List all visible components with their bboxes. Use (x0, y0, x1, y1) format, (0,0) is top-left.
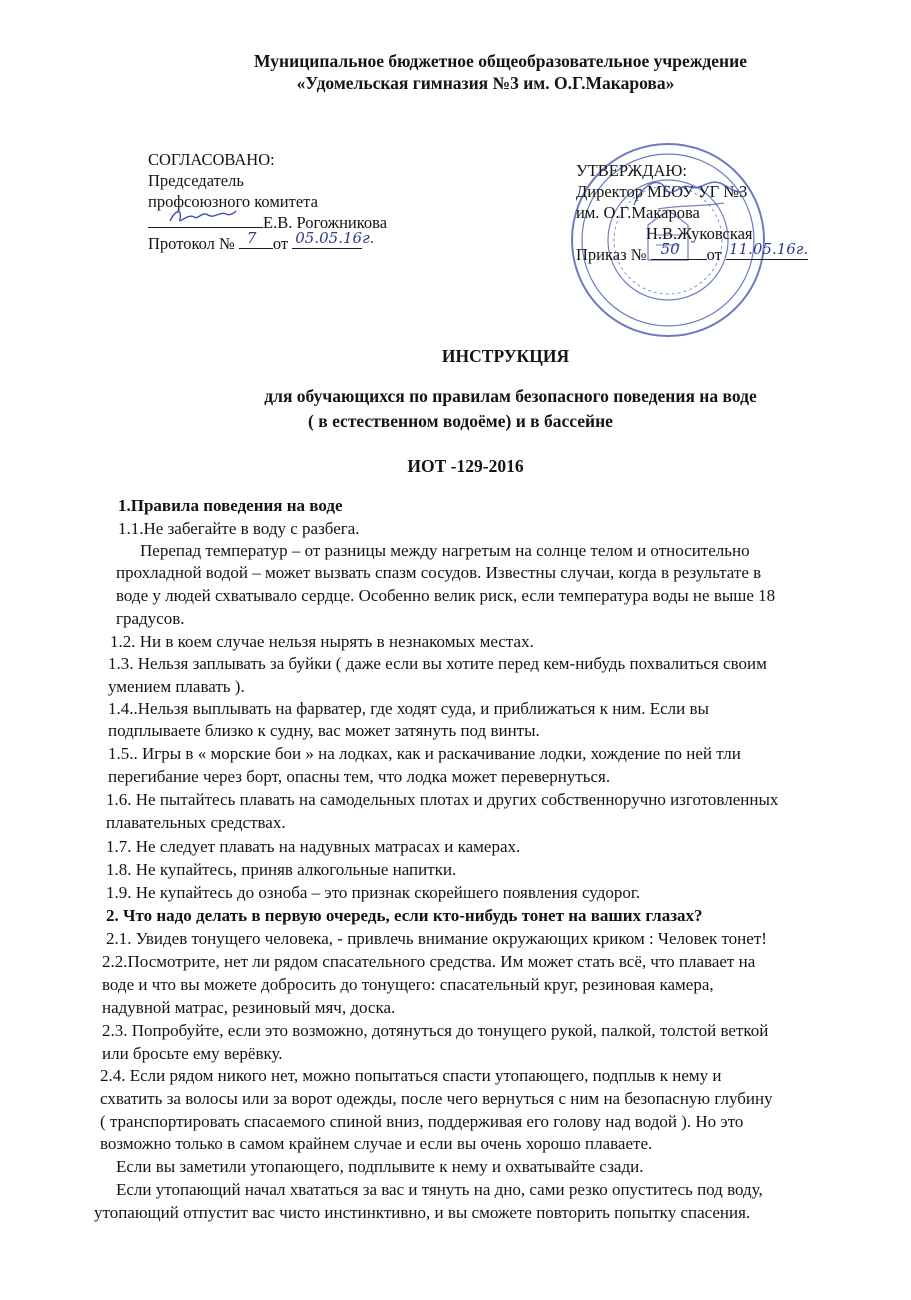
body-line: 1.9. Не купайтесь до озноба – это признак скорейшего появления судорог. (106, 883, 641, 902)
agreed-protocol-line (148, 229, 438, 255)
order-from-label: от (706, 245, 722, 264)
protocol-date: 05.05.16г. (295, 229, 375, 247)
body-line: 2.2.Посмотрите, нет ли рядом спасательного средства. Им может стать всё, что плавает на (102, 952, 756, 971)
body-line: 1.8. Не купайтесь, приняв алкогольные напитки. (106, 860, 457, 879)
approved-name: Н.В.Жуковская (646, 224, 753, 243)
agreed-role2: профсоюзного комитета (148, 192, 318, 211)
body-line: воде у людей схватывало сердце. Особенно велик риск, если температура воды не выше 18 (116, 586, 776, 605)
body-line: 1.1.Не забегайте в воду с разбега. (118, 519, 360, 538)
body-line: 1.5.. Игры в « морские бои » на лодках, как и раскачивание лодки, хождение по ней тли (108, 744, 741, 763)
section-heading-1: 1.Правила поведения на воде (118, 496, 343, 515)
body-line: Если утопающий начал хвататься за вас и тянуть на дно, сами резко опуститесь под воду, (116, 1180, 763, 1199)
approved-role1: Директор МБОУ УГ №3 (576, 182, 748, 201)
body-line: умением плавать ). (108, 677, 245, 696)
agreed-heading: СОГЛАСОВАНО: (148, 150, 275, 169)
protocol-label: Протокол № (148, 234, 235, 253)
agreed-name: Е.В. Рогожникова (263, 213, 388, 232)
approved-order-line (576, 240, 836, 266)
body-line: утопающий отпустит вас чисто инстинктивно, и вы сможете повторить попытку спасения. (94, 1203, 751, 1222)
order-label: Приказ № (576, 245, 647, 264)
body-line: возможно только в самом крайнем случае и если вы очень хорошо плаваете. (100, 1134, 653, 1153)
body-line: ( транспортировать спасаемого спиной вниз, поддерживая его голову над водой ). Но это (100, 1112, 744, 1131)
handwritten-signature-left (168, 205, 238, 227)
body-line: надувной матрас, резиновый мяч, доска. (102, 998, 396, 1017)
order-date: 11.05.16г. (728, 240, 809, 258)
body-line: 1.2. Ни в коем случае нельзя нырять в незнакомых местах. (110, 632, 534, 651)
organization-name-line2: «Удомельская гимназия №3 им. О.Г.Макарова» (296, 73, 675, 93)
body-line: прохладной водой – может вызвать спазм сосудов. Известны случаи, когда в результате в (116, 563, 762, 582)
protocol-from-label: от (272, 234, 289, 253)
body-line: подплываете близко к судну, вас может затянуть под винты. (108, 721, 540, 740)
approval-agreed-block (148, 150, 438, 255)
body-line: или бросьте ему верёвку. (102, 1044, 283, 1063)
body-line: 1.6. Не пытайтесь плавать на самодельных плотах и других собственноручно изготовленных (106, 790, 779, 809)
body-line: воде и что вы можете добросить до тонущего: спасательный круг, резиновая камера, (102, 975, 714, 994)
document-subtitle-line2: ( в естественном водоёме) и в бассейне (308, 411, 613, 431)
document-title: ИНСТРУКЦИЯ (441, 346, 570, 366)
body-line: 2.1. Увидев тонущего человека, - привлечь внимание окружающих криком : Человек тонет! (106, 929, 767, 948)
body-line: Если вы заметили утопающего, подплывите к нему и охватывайте сзади. (116, 1157, 644, 1176)
approved-role2: им. О.Г.Макарова (576, 203, 700, 222)
organization-name-line1: Муниципальное бюджетное общеобразовательное учреждение (254, 51, 747, 71)
approved-heading: УТВЕРЖДАЮ: (576, 161, 687, 180)
agreed-signature-line (148, 213, 438, 234)
body-line: Перепад температур – от разницы между нагретым на солнце телом и относительно (140, 541, 750, 560)
document-code: ИОТ -129-2016 (407, 456, 524, 476)
signature-blank (148, 213, 263, 228)
body-line: 2.4. Если рядом никого нет, можно попытаться спасти утопающего, подплыв к нему и (100, 1066, 722, 1085)
body-line: 1.3. Нельзя заплывать за буйки ( даже если вы хотите перед кем-нибудь похвалиться своим (108, 654, 767, 673)
section-heading-2: 2. Что надо делать в первую очередь, если кто-нибудь тонет на ваших глазах? (106, 906, 703, 925)
order-number: 50 (660, 240, 680, 258)
body-line: 1.4..Нельзя выплывать на фарватер, где ходят суда, и приближаться к ним. Если вы (108, 699, 709, 718)
handwritten-signature-right (628, 165, 748, 225)
document-subtitle-line1: для обучающихся по правилам безопасного поведения на воде (264, 386, 757, 406)
body-line: плавательных средствах. (106, 813, 286, 832)
protocol-number: 7 (246, 229, 257, 247)
body-line: 1.7. Не следует плавать на надувных матрасах и камерах. (106, 837, 521, 856)
body-line: градусов. (116, 609, 185, 628)
body-line: 2.3. Попробуйте, если это возможно, дотянуться до тонущего рукой, палкой, толстой веткой (102, 1021, 769, 1040)
body-line: перегибание через борт, опасны тем, что лодка может перевернуться. (108, 767, 611, 786)
body-line: схватить за волосы или за ворот одежды, после чего вернуться с ним на безопасную глубину (100, 1089, 773, 1108)
agreed-role1: Председатель (148, 171, 244, 190)
